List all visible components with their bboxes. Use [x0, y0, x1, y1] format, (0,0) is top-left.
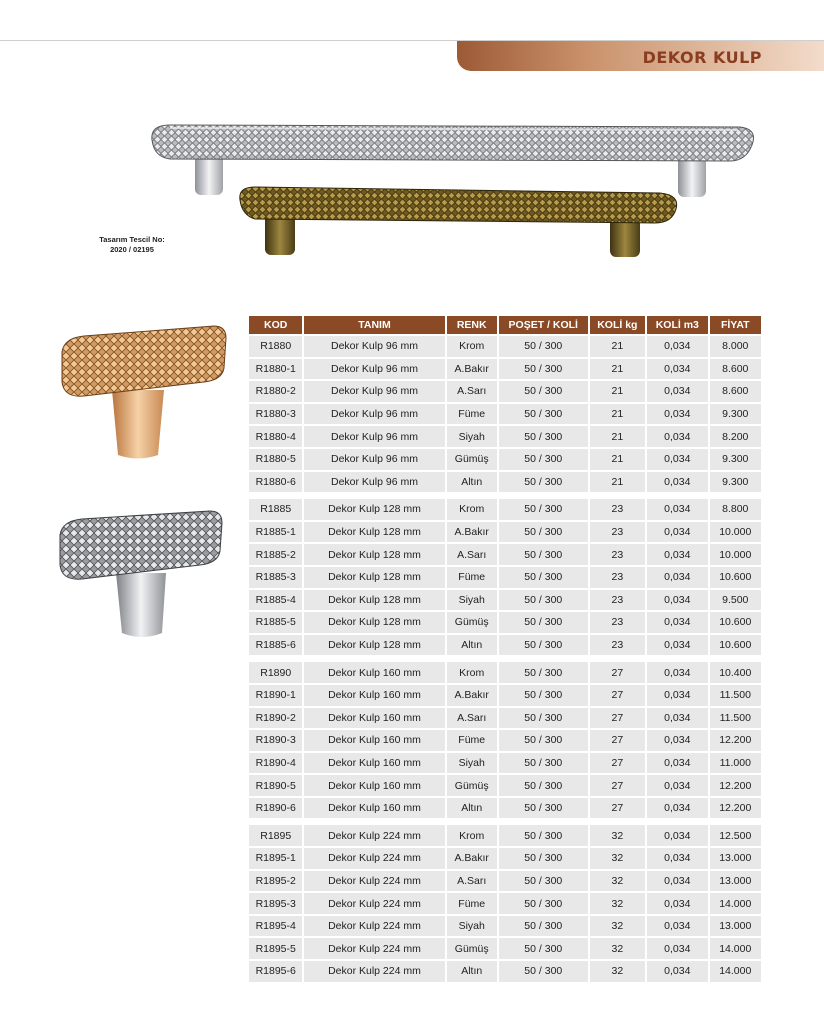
- table-row: [249, 544, 761, 565]
- cell-kod: R1895-1: [249, 848, 302, 869]
- cell-poset-koli: 50 / 300: [499, 544, 588, 565]
- cell-fiyat: 11.000: [710, 753, 761, 774]
- cell-renk: Krom: [447, 499, 497, 520]
- cell-koli-kg: 23: [590, 635, 645, 656]
- cell-poset-koli: 50 / 300: [499, 753, 588, 774]
- cell-renk: Krom: [447, 336, 497, 357]
- cell-renk: Altın: [447, 472, 497, 493]
- header-fiyat: FİYAT: [710, 316, 761, 334]
- cell-renk: Siyah: [447, 590, 497, 611]
- cell-fiyat: 12.200: [710, 730, 761, 751]
- group-spacer: [249, 657, 761, 660]
- cell-fiyat: 14.000: [710, 961, 761, 982]
- cell-koli-m3: 0,034: [647, 612, 707, 633]
- design-registration: [92, 235, 172, 255]
- cell-fiyat: 12.200: [710, 798, 761, 819]
- cell-koli-m3: 0,034: [647, 381, 707, 402]
- cell-renk: A.Bakır: [447, 685, 497, 706]
- cell-poset-koli: 50 / 300: [499, 916, 588, 937]
- cell-tanim: Dekor Kulp 160 mm: [304, 662, 444, 683]
- table-row: [249, 730, 761, 751]
- cell-poset-koli: 50 / 300: [499, 499, 588, 520]
- cell-tanim: Dekor Kulp 224 mm: [304, 893, 444, 914]
- group-spacer-cell: [249, 657, 761, 660]
- cell-koli-m3: 0,034: [647, 567, 707, 588]
- table-row: [249, 753, 761, 774]
- cell-koli-kg: 21: [590, 359, 645, 380]
- cell-poset-koli: 50 / 300: [499, 825, 588, 846]
- cell-koli-kg: 27: [590, 662, 645, 683]
- cell-kod: R1895-2: [249, 871, 302, 892]
- cell-fiyat: 14.000: [710, 893, 761, 914]
- header-kod: KOD: [249, 316, 302, 334]
- cell-koli-kg: 32: [590, 938, 645, 959]
- cell-fiyat: 13.000: [710, 871, 761, 892]
- cell-tanim: Dekor Kulp 128 mm: [304, 635, 444, 656]
- cell-kod: R1890-1: [249, 685, 302, 706]
- table-row: [249, 685, 761, 706]
- cell-poset-koli: 50 / 300: [499, 426, 588, 447]
- table-row: [249, 522, 761, 543]
- cell-koli-m3: 0,034: [647, 544, 707, 565]
- cell-fiyat: 8.200: [710, 426, 761, 447]
- table-row: [249, 871, 761, 892]
- cell-koli-m3: 0,034: [647, 730, 707, 751]
- cell-fiyat: 8.000: [710, 336, 761, 357]
- cell-koli-m3: 0,034: [647, 426, 707, 447]
- cell-poset-koli: 50 / 300: [499, 871, 588, 892]
- cell-tanim: Dekor Kulp 224 mm: [304, 916, 444, 937]
- cell-fiyat: 13.000: [710, 848, 761, 869]
- page-title: DEKOR KULP: [642, 48, 762, 67]
- cell-tanim: Dekor Kulp 224 mm: [304, 848, 444, 869]
- cell-poset-koli: 50 / 300: [499, 893, 588, 914]
- chrome-knob-image: [54, 505, 226, 645]
- table-header-row: [249, 316, 761, 334]
- table-row: [249, 916, 761, 937]
- cell-tanim: Dekor Kulp 160 mm: [304, 685, 444, 706]
- cell-koli-m3: 0,034: [647, 938, 707, 959]
- table-row: [249, 426, 761, 447]
- cell-poset-koli: 50 / 300: [499, 381, 588, 402]
- cell-kod: R1895-3: [249, 893, 302, 914]
- cell-renk: Altın: [447, 961, 497, 982]
- cell-koli-m3: 0,034: [647, 775, 707, 796]
- title-banner: [457, 41, 824, 71]
- cell-fiyat: 10.000: [710, 522, 761, 543]
- cell-renk: Siyah: [447, 753, 497, 774]
- cell-koli-kg: 32: [590, 871, 645, 892]
- cell-tanim: Dekor Kulp 96 mm: [304, 336, 444, 357]
- cell-renk: Krom: [447, 825, 497, 846]
- cell-koli-m3: 0,034: [647, 825, 707, 846]
- cell-koli-m3: 0,034: [647, 404, 707, 425]
- table-row: [249, 472, 761, 493]
- handle-product-image: [140, 115, 765, 285]
- cell-poset-koli: 50 / 300: [499, 938, 588, 959]
- table-row: [249, 961, 761, 982]
- cell-koli-m3: 0,034: [647, 708, 707, 729]
- cell-fiyat: 8.600: [710, 381, 761, 402]
- cell-tanim: Dekor Kulp 128 mm: [304, 544, 444, 565]
- cell-fiyat: 9.300: [710, 404, 761, 425]
- cell-koli-kg: 32: [590, 893, 645, 914]
- cell-kod: R1880-2: [249, 381, 302, 402]
- cell-koli-m3: 0,034: [647, 916, 707, 937]
- cell-poset-koli: 50 / 300: [499, 798, 588, 819]
- cell-koli-m3: 0,034: [647, 522, 707, 543]
- cell-koli-kg: 32: [590, 961, 645, 982]
- cell-renk: A.Bakır: [447, 848, 497, 869]
- cell-poset-koli: 50 / 300: [499, 336, 588, 357]
- cell-tanim: Dekor Kulp 128 mm: [304, 590, 444, 611]
- cell-fiyat: 8.800: [710, 499, 761, 520]
- table-row: [249, 893, 761, 914]
- cell-fiyat: 10.600: [710, 635, 761, 656]
- cell-poset-koli: 50 / 300: [499, 662, 588, 683]
- cell-fiyat: 9.300: [710, 449, 761, 470]
- cell-kod: R1880-6: [249, 472, 302, 493]
- cell-koli-m3: 0,034: [647, 848, 707, 869]
- cell-fiyat: 8.600: [710, 359, 761, 380]
- cell-renk: A.Bakır: [447, 522, 497, 543]
- cell-renk: Gümüş: [447, 612, 497, 633]
- table-row: [249, 798, 761, 819]
- cell-tanim: Dekor Kulp 160 mm: [304, 708, 444, 729]
- cell-poset-koli: 50 / 300: [499, 685, 588, 706]
- cell-renk: Gümüş: [447, 449, 497, 470]
- cell-koli-kg: 27: [590, 685, 645, 706]
- cell-renk: Altın: [447, 798, 497, 819]
- cell-poset-koli: 50 / 300: [499, 590, 588, 611]
- table-row: [249, 359, 761, 380]
- table-row: [249, 449, 761, 470]
- cell-koli-m3: 0,034: [647, 798, 707, 819]
- cell-fiyat: 12.200: [710, 775, 761, 796]
- cell-kod: R1895-5: [249, 938, 302, 959]
- cell-koli-m3: 0,034: [647, 449, 707, 470]
- cell-tanim: Dekor Kulp 128 mm: [304, 612, 444, 633]
- cell-koli-kg: 27: [590, 708, 645, 729]
- cell-tanim: Dekor Kulp 160 mm: [304, 730, 444, 751]
- cell-fiyat: 11.500: [710, 708, 761, 729]
- table-row: [249, 938, 761, 959]
- cell-renk: Altın: [447, 635, 497, 656]
- cell-tanim: Dekor Kulp 224 mm: [304, 938, 444, 959]
- cell-koli-kg: 21: [590, 336, 645, 357]
- cell-fiyat: 10.000: [710, 544, 761, 565]
- cell-kod: R1885-3: [249, 567, 302, 588]
- group-spacer: [249, 820, 761, 823]
- cell-koli-kg: 23: [590, 522, 645, 543]
- cell-renk: Füme: [447, 404, 497, 425]
- cell-koli-kg: 32: [590, 916, 645, 937]
- group-spacer: [249, 494, 761, 497]
- cell-tanim: Dekor Kulp 128 mm: [304, 499, 444, 520]
- gold-knob-image: [54, 320, 232, 465]
- registration-number: 2020 / 02195: [110, 245, 154, 254]
- header-tanim: TANIM: [304, 316, 444, 334]
- cell-koli-kg: 21: [590, 449, 645, 470]
- cell-koli-m3: 0,034: [647, 359, 707, 380]
- cell-kod: R1880: [249, 336, 302, 357]
- cell-renk: A.Sarı: [447, 544, 497, 565]
- cell-fiyat: 14.000: [710, 938, 761, 959]
- cell-kod: R1885-2: [249, 544, 302, 565]
- group-spacer-cell: [249, 494, 761, 497]
- cell-tanim: Dekor Kulp 96 mm: [304, 381, 444, 402]
- cell-koli-kg: 23: [590, 567, 645, 588]
- cell-kod: R1890-2: [249, 708, 302, 729]
- cell-poset-koli: 50 / 300: [499, 522, 588, 543]
- cell-poset-koli: 50 / 300: [499, 775, 588, 796]
- header-renk: RENK: [447, 316, 497, 334]
- cell-kod: R1895: [249, 825, 302, 846]
- cell-kod: R1890-5: [249, 775, 302, 796]
- cell-poset-koli: 50 / 300: [499, 359, 588, 380]
- group-spacer-cell: [249, 820, 761, 823]
- cell-fiyat: 10.600: [710, 567, 761, 588]
- cell-renk: Krom: [447, 662, 497, 683]
- cell-fiyat: 9.500: [710, 590, 761, 611]
- cell-tanim: Dekor Kulp 96 mm: [304, 359, 444, 380]
- cell-tanim: Dekor Kulp 224 mm: [304, 871, 444, 892]
- cell-renk: Füme: [447, 893, 497, 914]
- header-koli-m3: KOLİ m3: [647, 316, 707, 334]
- table-row: [249, 635, 761, 656]
- cell-koli-kg: 27: [590, 730, 645, 751]
- cell-kod: R1880-4: [249, 426, 302, 447]
- cell-tanim: Dekor Kulp 96 mm: [304, 404, 444, 425]
- cell-koli-m3: 0,034: [647, 499, 707, 520]
- cell-tanim: Dekor Kulp 160 mm: [304, 753, 444, 774]
- cell-fiyat: 11.500: [710, 685, 761, 706]
- cell-renk: A.Sarı: [447, 708, 497, 729]
- cell-koli-kg: 21: [590, 472, 645, 493]
- table-row: [249, 567, 761, 588]
- table-row: [249, 499, 761, 520]
- cell-kod: R1885-5: [249, 612, 302, 633]
- cell-koli-kg: 21: [590, 381, 645, 402]
- cell-kod: R1880-5: [249, 449, 302, 470]
- cell-tanim: Dekor Kulp 128 mm: [304, 522, 444, 543]
- cell-fiyat: 13.000: [710, 916, 761, 937]
- cell-tanim: Dekor Kulp 96 mm: [304, 426, 444, 447]
- cell-koli-m3: 0,034: [647, 893, 707, 914]
- cell-poset-koli: 50 / 300: [499, 404, 588, 425]
- cell-poset-koli: 50 / 300: [499, 449, 588, 470]
- price-table: [247, 314, 763, 984]
- cell-koli-m3: 0,034: [647, 336, 707, 357]
- cell-renk: Siyah: [447, 916, 497, 937]
- cell-renk: A.Sarı: [447, 381, 497, 402]
- cell-koli-kg: 23: [590, 499, 645, 520]
- cell-koli-m3: 0,034: [647, 961, 707, 982]
- table-row: [249, 612, 761, 633]
- cell-koli-kg: 23: [590, 544, 645, 565]
- cell-kod: R1885-4: [249, 590, 302, 611]
- cell-kod: R1880-3: [249, 404, 302, 425]
- cell-koli-kg: 27: [590, 775, 645, 796]
- cell-fiyat: 12.500: [710, 825, 761, 846]
- cell-koli-kg: 23: [590, 590, 645, 611]
- table-row: [249, 336, 761, 357]
- cell-kod: R1885: [249, 499, 302, 520]
- table-row: [249, 381, 761, 402]
- cell-kod: R1890-3: [249, 730, 302, 751]
- cell-renk: Füme: [447, 730, 497, 751]
- cell-renk: Gümüş: [447, 938, 497, 959]
- table-row: [249, 662, 761, 683]
- cell-kod: R1890-6: [249, 798, 302, 819]
- table-row: [249, 590, 761, 611]
- cell-kod: R1885-1: [249, 522, 302, 543]
- cell-koli-m3: 0,034: [647, 472, 707, 493]
- cell-koli-m3: 0,034: [647, 685, 707, 706]
- cell-tanim: Dekor Kulp 96 mm: [304, 472, 444, 493]
- cell-tanim: Dekor Kulp 160 mm: [304, 798, 444, 819]
- cell-fiyat: 9.300: [710, 472, 761, 493]
- price-table-body: [249, 336, 761, 982]
- cell-koli-kg: 32: [590, 848, 645, 869]
- header-poset-koli: POŞET / KOLİ: [499, 316, 588, 334]
- cell-fiyat: 10.400: [710, 662, 761, 683]
- cell-koli-kg: 32: [590, 825, 645, 846]
- cell-poset-koli: 50 / 300: [499, 848, 588, 869]
- cell-koli-kg: 21: [590, 426, 645, 447]
- cell-koli-kg: 21: [590, 404, 645, 425]
- cell-poset-koli: 50 / 300: [499, 472, 588, 493]
- cell-poset-koli: 50 / 300: [499, 567, 588, 588]
- cell-tanim: Dekor Kulp 96 mm: [304, 449, 444, 470]
- cell-poset-koli: 50 / 300: [499, 961, 588, 982]
- header-koli-kg: KOLİ kg: [590, 316, 645, 334]
- cell-kod: R1895-4: [249, 916, 302, 937]
- cell-kod: R1895-6: [249, 961, 302, 982]
- cell-koli-kg: 27: [590, 753, 645, 774]
- cell-poset-koli: 50 / 300: [499, 730, 588, 751]
- cell-renk: A.Bakır: [447, 359, 497, 380]
- cell-renk: A.Sarı: [447, 871, 497, 892]
- cell-tanim: Dekor Kulp 128 mm: [304, 567, 444, 588]
- table-row: [249, 404, 761, 425]
- cell-koli-m3: 0,034: [647, 635, 707, 656]
- registration-label: Tasarım Tescil No:: [99, 235, 165, 244]
- cell-renk: Gümüş: [447, 775, 497, 796]
- cell-koli-kg: 23: [590, 612, 645, 633]
- table-row: [249, 708, 761, 729]
- cell-koli-m3: 0,034: [647, 753, 707, 774]
- cell-poset-koli: 50 / 300: [499, 612, 588, 633]
- cell-tanim: Dekor Kulp 160 mm: [304, 775, 444, 796]
- cell-kod: R1890: [249, 662, 302, 683]
- table-row: [249, 825, 761, 846]
- cell-koli-kg: 27: [590, 798, 645, 819]
- cell-kod: R1890-4: [249, 753, 302, 774]
- cell-koli-m3: 0,034: [647, 590, 707, 611]
- table-row: [249, 775, 761, 796]
- cell-poset-koli: 50 / 300: [499, 708, 588, 729]
- cell-tanim: Dekor Kulp 224 mm: [304, 825, 444, 846]
- table-row: [249, 848, 761, 869]
- cell-koli-m3: 0,034: [647, 662, 707, 683]
- cell-renk: Füme: [447, 567, 497, 588]
- cell-koli-m3: 0,034: [647, 871, 707, 892]
- cell-kod: R1880-1: [249, 359, 302, 380]
- cell-renk: Siyah: [447, 426, 497, 447]
- cell-fiyat: 10.600: [710, 612, 761, 633]
- cell-tanim: Dekor Kulp 224 mm: [304, 961, 444, 982]
- cell-kod: R1885-6: [249, 635, 302, 656]
- cell-poset-koli: 50 / 300: [499, 635, 588, 656]
